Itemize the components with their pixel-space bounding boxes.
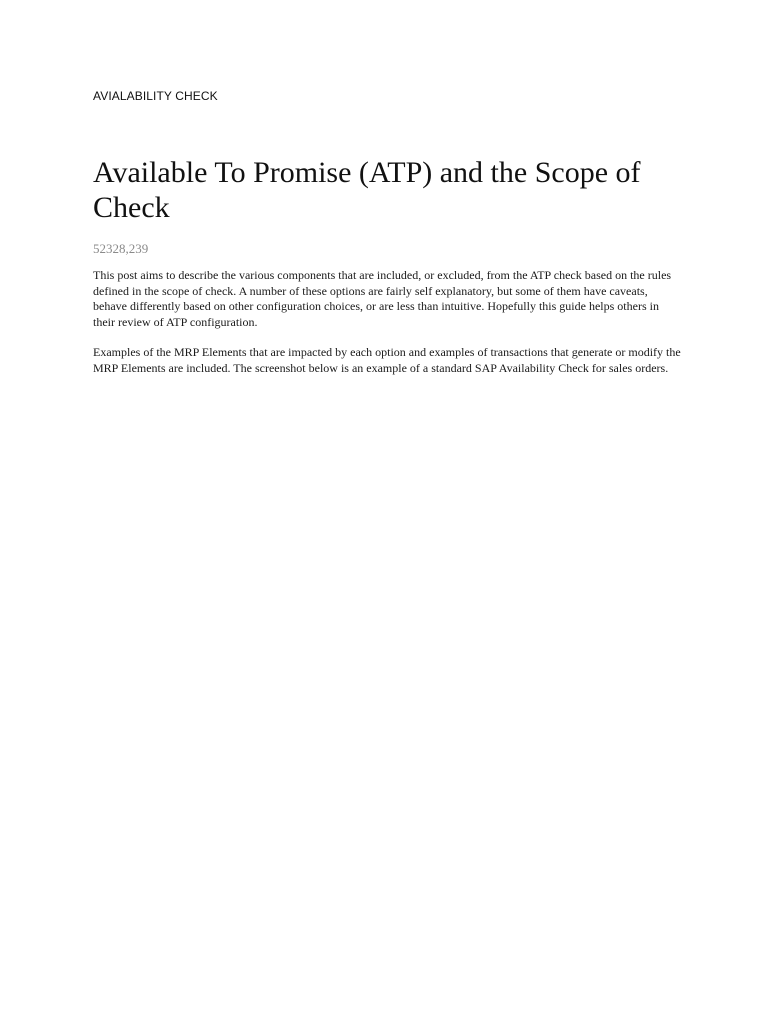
examples-paragraph: Examples of the MRP Elements that are impacted by each option and examples of transactions that generate or modify the MRP Elements are included. The screenshot below is an example of a standard SAP Availability Check for sales orders. xyxy=(93,345,681,375)
page-title: Available To Promise (ATP) and the Scope of Check xyxy=(93,156,641,224)
intro-paragraph: This post aims to describe the various components that are included, or excluded, from the ATP check based on the rules defined in the scope of check. A number of these options are fairly self explanatory, but some of them have caveats, behave differently based on other configuration choices, or are less than intuitive. Hopefully this guide helps others in their review of ATP configuration. xyxy=(93,268,672,329)
document-meta-number: 52328,239 xyxy=(93,241,149,256)
document-body xyxy=(93,88,683,376)
section-heading: AVIALABILITY CHECK xyxy=(93,89,218,103)
